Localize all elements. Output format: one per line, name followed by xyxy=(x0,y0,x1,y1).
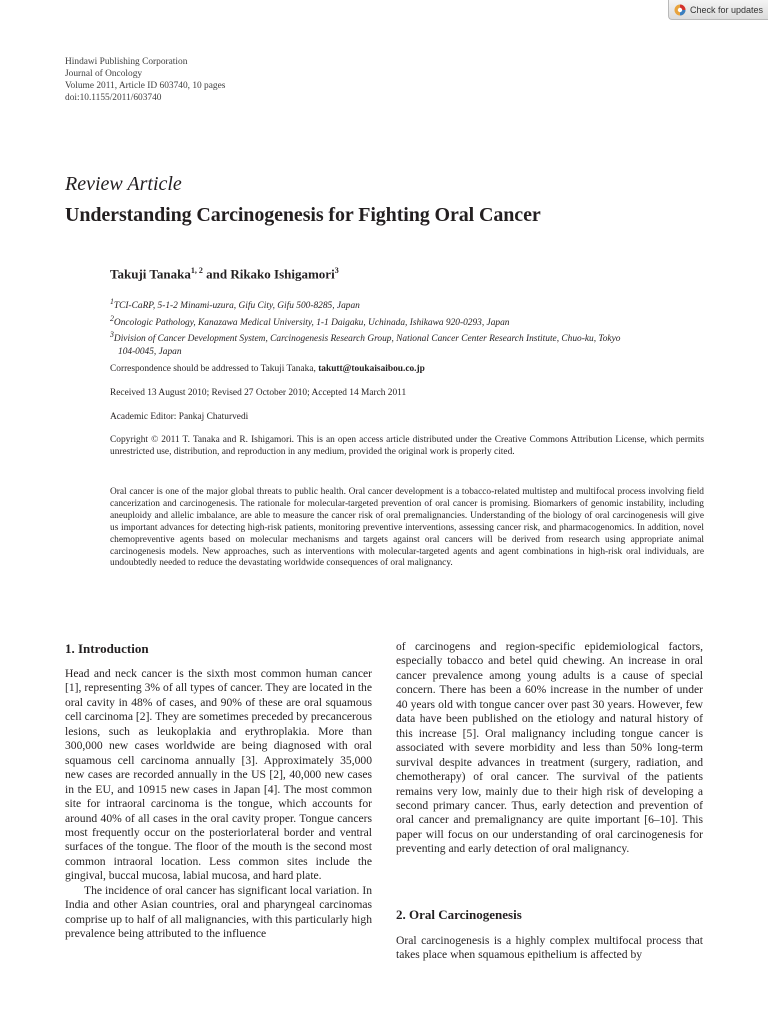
body-paragraph: Head and neck cancer is the sixth most common human cancer [1], representing 3% of all types of cancer. They are located in the oral cavity in 48% of cases, and 90% of these are oral squamous cell carcinoma [2]. They are sometimes preceded by precancerous lesions, such as leukoplakia and erythroplakia. More than 300,000 new cases worldwide are being diagnosed with oral squamous cell carcinoma annually [3]. Approximately 35,000 new cases are recorded annually in the US [2], 40,000 new cases in the EU, and 10915 new cases in Japan [4]. The most common site for intraoral carcinoma is the tongue, which accounts for around 40% of all cases in the oral cavity proper. Tongue cancers most frequently occur on the posteriorlateral border and ventral surfaces of the tongue. The floor of the mouth is the second most common intraoral location. Less common sites include the gingival, buccal mucosa, labial mucosa, and hard plate. xyxy=(65,667,372,883)
author-affiliation-marker: 3 xyxy=(334,266,339,275)
affiliation-1 xyxy=(110,296,710,313)
right-column-section-2 xyxy=(396,934,703,963)
affiliation-2 xyxy=(110,313,710,330)
correspondence xyxy=(110,363,704,375)
abstract: Oral cancer is one of the major global threats to public health. Oral cancer development is a tobacco-related multistep and multifocal process involving field cancerization and carcinogenesis. The rationale for molecular-targeted prevention of oral cancer is promising. Biomarkers of genomic instability, including aneuploidy and allelic imbalance, are able to measure the cancer risk of oral premalignancies. Understanding of the biology of oral carcinogenesis will give us important advances for detecting high-risk patients, monitoring preventive interventions, assessing cancer risk, and pharmacogenomics. In addition, novel chemopreventive agents based on molecular mechanisms and targets against oral cancers will be derived from research using appropriate animal carcinogenesis models. New approaches, such as interventions with molecular-targeted agents and agent combinations in high-risk oral individuals, are undoubtedly needed to reduce the devastating worldwide consequences of oral malignancy. xyxy=(110,487,704,569)
author-affiliation-marker: 1, 2 xyxy=(190,266,203,275)
correspondence-email-link[interactable]: takutt@toukaisaibou.co.jp xyxy=(318,364,425,374)
body-paragraph: of carcinogens and region-specific epidemiological factors, especially tobacco and betel quid chewing. An increase in oral cancer prevalence among young adults is a cause of special concern. There has been a 60% increase in the number of under 40 years old with tongue cancer over past 30 years. However, few data have been published on the etiology and natural history of this increase [5]. Oral malignancy including tongue cancer is associated with severe morbidity and less than 50% long-term survival despite advances in treatment (surgery, radiation, and chemotherapy) of oral cancer. The survival of the patients remains very low, mainly due to their high risk of developing a second primary cancer. Thus, early detection and prevention of oral cancer and premalignancy are quite important [6–10]. This paper will focus on our understanding of oral carcinogenesis for preventing and early detection of oral malignancy. xyxy=(396,640,703,856)
body-paragraph: The incidence of oral cancer has significant local variation. In India and other Asian countries, oral and pharyngeal carcinomas comprise up to half of all malignancies, with this particularly high prevalence being attributed to the influence xyxy=(65,883,372,941)
affiliation-number: 1 xyxy=(110,297,114,306)
copyright-notice: Copyright © 2011 T. Tanaka and R. Ishigamori. This is an open access article distributed under the Creative Commons Attribution License, which permits unrestricted use, distribution, and reproduction in any medium, provided the original work is properly cited. xyxy=(110,435,704,458)
affiliation-3 xyxy=(110,329,710,346)
doi: doi:10.1155/2011/603740 xyxy=(65,93,162,103)
author-name: Takuji Tanaka xyxy=(110,266,191,282)
affiliation-number: 2 xyxy=(110,313,114,323)
correspondence-text: Correspondence should be addressed to Takuji Tanaka, xyxy=(110,364,319,374)
author-name: Rikako Ishigamori xyxy=(230,266,335,282)
affiliation-text: TCI-CaRP, 5-1-2 Minami-uzura, Gifu City, Gifu 500-8285, Japan xyxy=(113,301,360,312)
left-column xyxy=(65,667,372,942)
article-title: Understanding Carcinogenesis for Fighting Oral Cancer xyxy=(65,204,541,226)
section-heading: 2. Oral Carcinogenesis xyxy=(396,907,522,922)
check-for-updates-button[interactable] xyxy=(668,0,768,20)
affiliations xyxy=(110,296,710,358)
author-conjunction: and xyxy=(202,266,231,282)
volume-info: Volume 2011, Article ID 603740, 10 pages xyxy=(65,81,226,91)
journal-header xyxy=(65,56,225,104)
body-paragraph: Oral carcinogenesis is a highly complex multifocal process that takes place when squamous epithelium is affected by xyxy=(396,934,703,962)
affiliation-3-continued: 104-0045, Japan xyxy=(118,346,182,357)
right-column xyxy=(396,640,703,857)
article-dates: Received 13 August 2010; Revised 27 October 2010; Accepted 14 March 2011 xyxy=(110,388,407,398)
update-badge-icon xyxy=(674,4,686,16)
academic-editor: Academic Editor: Pankaj Chaturvedi xyxy=(110,412,249,422)
affiliation-text: Division of Cancer Development System, Carcinogenesis Research Group, National Cancer Center Research Institute, Chuo-ku, Tokyo xyxy=(113,334,621,345)
section-heading: 1. Introduction xyxy=(65,641,149,656)
publisher: Hindawi Publishing Corporation xyxy=(65,57,188,67)
journal-name: Journal of Oncology xyxy=(65,69,143,79)
check-for-updates-label: Check for updates xyxy=(690,4,764,15)
affiliation-text: Oncologic Pathology, Kanazawa Medical University, 1-1 Daigaku, Uchinada, Ishikawa 920-0293, Japan xyxy=(113,317,510,328)
author-list xyxy=(110,266,339,282)
article-type: Review Article xyxy=(65,173,182,195)
affiliation-number: 3 xyxy=(110,330,114,340)
